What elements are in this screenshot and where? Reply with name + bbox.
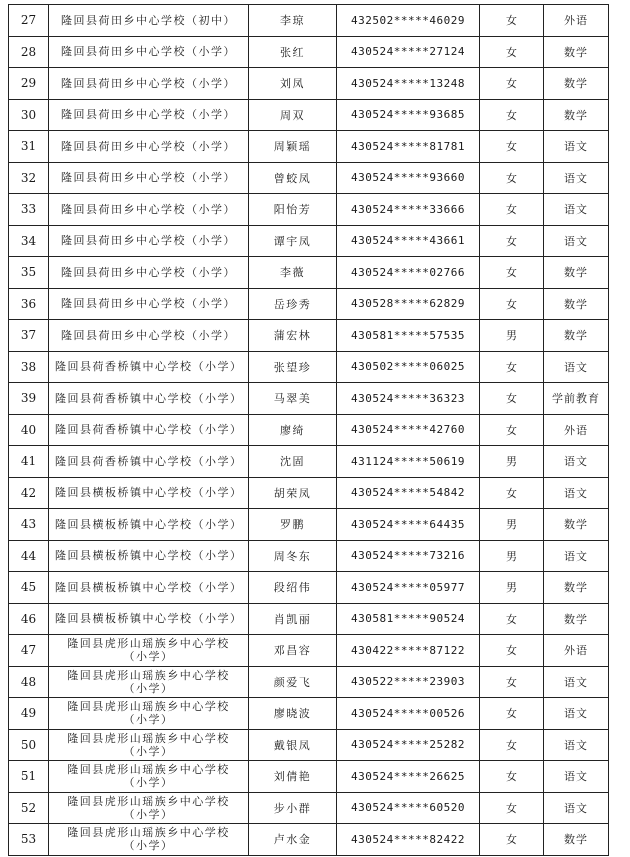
table-row: [9, 99, 609, 131]
teacher-name-cell: 周双: [249, 99, 337, 131]
teacher-name-cell: 岳珍秀: [249, 288, 337, 320]
teacher-name-cell: 李琼: [249, 5, 337, 37]
table-row: [9, 5, 609, 37]
subject-cell: 数学: [544, 509, 609, 541]
row-number-cell: 53: [9, 824, 49, 856]
school-name-cell: 隆回县荷田乡中心学校（小学）: [49, 320, 249, 352]
id-number-cell: 430581*****57535: [337, 320, 480, 352]
id-number-cell: 430528*****62829: [337, 288, 480, 320]
table-row: [9, 351, 609, 383]
row-number-cell: 31: [9, 131, 49, 163]
id-number-cell: 430581*****90524: [337, 603, 480, 635]
school-name-cell: 隆回县荷香桥镇中心学校（小学）: [49, 446, 249, 478]
school-name-cell: 隆回县虎形山瑶族乡中心学校（小学）: [49, 761, 249, 793]
id-number-cell: 430524*****36323: [337, 383, 480, 415]
gender-cell: 女: [480, 383, 544, 415]
gender-cell: 女: [480, 824, 544, 856]
gender-cell: 女: [480, 351, 544, 383]
school-name-cell: 隆回县虎形山瑶族乡中心学校（小学）: [49, 824, 249, 856]
gender-cell: 女: [480, 36, 544, 68]
row-number-cell: 36: [9, 288, 49, 320]
row-number-cell: 27: [9, 5, 49, 37]
id-number-cell: 432502*****46029: [337, 5, 480, 37]
teacher-name-cell: 周颖瑶: [249, 131, 337, 163]
subject-cell: 语文: [544, 477, 609, 509]
subject-cell: 数学: [544, 68, 609, 100]
subject-cell: 语文: [544, 698, 609, 730]
teacher-name-cell: 阳怡芳: [249, 194, 337, 226]
row-number-cell: 48: [9, 666, 49, 698]
id-number-cell: 430524*****25282: [337, 729, 480, 761]
roster-table: [8, 4, 609, 856]
row-number-cell: 40: [9, 414, 49, 446]
subject-cell: 语文: [544, 792, 609, 824]
row-number-cell: 52: [9, 792, 49, 824]
id-number-cell: 430524*****82422: [337, 824, 480, 856]
school-name-cell: 隆回县横板桥镇中心学校（小学）: [49, 477, 249, 509]
gender-cell: 女: [480, 729, 544, 761]
table-row: [9, 572, 609, 604]
table-row: [9, 446, 609, 478]
gender-cell: 女: [480, 603, 544, 635]
gender-cell: 女: [480, 68, 544, 100]
teacher-name-cell: 胡荣凤: [249, 477, 337, 509]
id-number-cell: 431124*****50619: [337, 446, 480, 478]
id-number-cell: 430524*****73216: [337, 540, 480, 572]
table-row: [9, 225, 609, 257]
table-row: [9, 635, 609, 667]
subject-cell: 语文: [544, 351, 609, 383]
id-number-cell: 430524*****13248: [337, 68, 480, 100]
subject-cell: 数学: [544, 572, 609, 604]
subject-cell: 数学: [544, 99, 609, 131]
subject-cell: 语文: [544, 666, 609, 698]
id-number-cell: 430524*****54842: [337, 477, 480, 509]
id-number-cell: 430524*****26625: [337, 761, 480, 793]
teacher-name-cell: 颜爱飞: [249, 666, 337, 698]
teacher-name-cell: 刘凤: [249, 68, 337, 100]
row-number-cell: 39: [9, 383, 49, 415]
id-number-cell: 430522*****23903: [337, 666, 480, 698]
teacher-name-cell: 戴银凤: [249, 729, 337, 761]
school-name-cell: 隆回县荷田乡中心学校（小学）: [49, 36, 249, 68]
teacher-name-cell: 周冬东: [249, 540, 337, 572]
table-row: [9, 131, 609, 163]
id-number-cell: 430524*****42760: [337, 414, 480, 446]
subject-cell: 数学: [544, 257, 609, 289]
school-name-cell: 隆回县荷田乡中心学校（小学）: [49, 225, 249, 257]
school-name-cell: 隆回县虎形山瑶族乡中心学校（小学）: [49, 666, 249, 698]
id-number-cell: 430524*****93685: [337, 99, 480, 131]
id-number-cell: 430524*****43661: [337, 225, 480, 257]
subject-cell: 语文: [544, 131, 609, 163]
teacher-name-cell: 曾蛟凤: [249, 162, 337, 194]
row-number-cell: 46: [9, 603, 49, 635]
row-number-cell: 33: [9, 194, 49, 226]
gender-cell: 女: [480, 162, 544, 194]
school-name-cell: 隆回县荷田乡中心学校（小学）: [49, 288, 249, 320]
subject-cell: 语文: [544, 225, 609, 257]
row-number-cell: 50: [9, 729, 49, 761]
row-number-cell: 44: [9, 540, 49, 572]
subject-cell: 语文: [544, 194, 609, 226]
gender-cell: 男: [480, 509, 544, 541]
subject-cell: 语文: [544, 162, 609, 194]
teacher-name-cell: 马翠美: [249, 383, 337, 415]
row-number-cell: 35: [9, 257, 49, 289]
table-row: [9, 477, 609, 509]
row-number-cell: 42: [9, 477, 49, 509]
school-name-cell: 隆回县横板桥镇中心学校（小学）: [49, 540, 249, 572]
table-row: [9, 698, 609, 730]
subject-cell: 外语: [544, 635, 609, 667]
table-row: [9, 540, 609, 572]
gender-cell: 女: [480, 761, 544, 793]
teacher-name-cell: 张红: [249, 36, 337, 68]
subject-cell: 数学: [544, 36, 609, 68]
row-number-cell: 34: [9, 225, 49, 257]
gender-cell: 女: [480, 635, 544, 667]
id-number-cell: 430422*****87122: [337, 635, 480, 667]
school-name-cell: 隆回县虎形山瑶族乡中心学校（小学）: [49, 792, 249, 824]
gender-cell: 女: [480, 257, 544, 289]
id-number-cell: 430524*****00526: [337, 698, 480, 730]
table-row: [9, 162, 609, 194]
id-number-cell: 430502*****06025: [337, 351, 480, 383]
teacher-name-cell: 廖晓波: [249, 698, 337, 730]
row-number-cell: 45: [9, 572, 49, 604]
table-row: [9, 383, 609, 415]
gender-cell: 女: [480, 131, 544, 163]
table-row: [9, 288, 609, 320]
row-number-cell: 51: [9, 761, 49, 793]
gender-cell: 女: [480, 288, 544, 320]
school-name-cell: 隆回县虎形山瑶族乡中心学校（小学）: [49, 729, 249, 761]
teacher-name-cell: 步小群: [249, 792, 337, 824]
table-row: [9, 761, 609, 793]
table-row: [9, 68, 609, 100]
subject-cell: 语文: [544, 446, 609, 478]
id-number-cell: 430524*****81781: [337, 131, 480, 163]
table-row: [9, 603, 609, 635]
table-row: [9, 729, 609, 761]
subject-cell: 数学: [544, 603, 609, 635]
school-name-cell: 隆回县荷香桥镇中心学校（小学）: [49, 414, 249, 446]
id-number-cell: 430524*****27124: [337, 36, 480, 68]
id-number-cell: 430524*****64435: [337, 509, 480, 541]
school-name-cell: 隆回县荷香桥镇中心学校（小学）: [49, 351, 249, 383]
school-name-cell: 隆回县荷香桥镇中心学校（小学）: [49, 383, 249, 415]
row-number-cell: 41: [9, 446, 49, 478]
table-row: [9, 257, 609, 289]
gender-cell: 女: [480, 225, 544, 257]
table-row: [9, 36, 609, 68]
teacher-name-cell: 肖凯丽: [249, 603, 337, 635]
school-name-cell: 隆回县荷田乡中心学校（小学）: [49, 68, 249, 100]
school-name-cell: 隆回县荷田乡中心学校（小学）: [49, 131, 249, 163]
id-number-cell: 430524*****93660: [337, 162, 480, 194]
school-name-cell: 隆回县虎形山瑶族乡中心学校（小学）: [49, 635, 249, 667]
row-number-cell: 32: [9, 162, 49, 194]
teacher-name-cell: 沈固: [249, 446, 337, 478]
gender-cell: 女: [480, 792, 544, 824]
id-number-cell: 430524*****02766: [337, 257, 480, 289]
subject-cell: 语文: [544, 729, 609, 761]
gender-cell: 女: [480, 666, 544, 698]
subject-cell: 学前教育: [544, 383, 609, 415]
row-number-cell: 29: [9, 68, 49, 100]
subject-cell: 语文: [544, 540, 609, 572]
gender-cell: 男: [480, 572, 544, 604]
table-row: [9, 414, 609, 446]
id-number-cell: 430524*****33666: [337, 194, 480, 226]
gender-cell: 男: [480, 320, 544, 352]
teacher-name-cell: 张望珍: [249, 351, 337, 383]
school-name-cell: 隆回县荷田乡中心学校（小学）: [49, 99, 249, 131]
table-row: [9, 792, 609, 824]
teacher-name-cell: 蒲宏林: [249, 320, 337, 352]
subject-cell: 数学: [544, 824, 609, 856]
row-number-cell: 28: [9, 36, 49, 68]
school-name-cell: 隆回县横板桥镇中心学校（小学）: [49, 509, 249, 541]
row-number-cell: 49: [9, 698, 49, 730]
row-number-cell: 37: [9, 320, 49, 352]
school-name-cell: 隆回县荷田乡中心学校（小学）: [49, 162, 249, 194]
table-row: [9, 320, 609, 352]
subject-cell: 数学: [544, 320, 609, 352]
id-number-cell: 430524*****05977: [337, 572, 480, 604]
school-name-cell: 隆回县荷田乡中心学校（小学）: [49, 257, 249, 289]
teacher-name-cell: 卢水金: [249, 824, 337, 856]
subject-cell: 数学: [544, 288, 609, 320]
gender-cell: 女: [480, 99, 544, 131]
school-name-cell: 隆回县虎形山瑶族乡中心学校（小学）: [49, 698, 249, 730]
gender-cell: 女: [480, 194, 544, 226]
teacher-name-cell: 李薇: [249, 257, 337, 289]
gender-cell: 男: [480, 446, 544, 478]
teacher-name-cell: 刘倩艳: [249, 761, 337, 793]
teacher-name-cell: 廖绮: [249, 414, 337, 446]
gender-cell: 女: [480, 414, 544, 446]
row-number-cell: 43: [9, 509, 49, 541]
gender-cell: 女: [480, 698, 544, 730]
school-name-cell: 隆回县荷田乡中心学校（小学）: [49, 194, 249, 226]
table-row: [9, 509, 609, 541]
row-number-cell: 47: [9, 635, 49, 667]
subject-cell: 外语: [544, 5, 609, 37]
table-row: [9, 194, 609, 226]
row-number-cell: 38: [9, 351, 49, 383]
school-name-cell: 隆回县荷田乡中心学校（初中）: [49, 5, 249, 37]
table-row: [9, 666, 609, 698]
school-name-cell: 隆回县横板桥镇中心学校（小学）: [49, 603, 249, 635]
teacher-name-cell: 罗鹏: [249, 509, 337, 541]
subject-cell: 外语: [544, 414, 609, 446]
teacher-name-cell: 谭宇凤: [249, 225, 337, 257]
school-name-cell: 隆回县横板桥镇中心学校（小学）: [49, 572, 249, 604]
row-number-cell: 30: [9, 99, 49, 131]
gender-cell: 男: [480, 540, 544, 572]
table-row: [9, 824, 609, 856]
gender-cell: 女: [480, 477, 544, 509]
teacher-name-cell: 邓昌容: [249, 635, 337, 667]
id-number-cell: 430524*****60520: [337, 792, 480, 824]
roster-rows: [9, 5, 609, 856]
gender-cell: 女: [480, 5, 544, 37]
teacher-name-cell: 段绍伟: [249, 572, 337, 604]
subject-cell: 语文: [544, 761, 609, 793]
